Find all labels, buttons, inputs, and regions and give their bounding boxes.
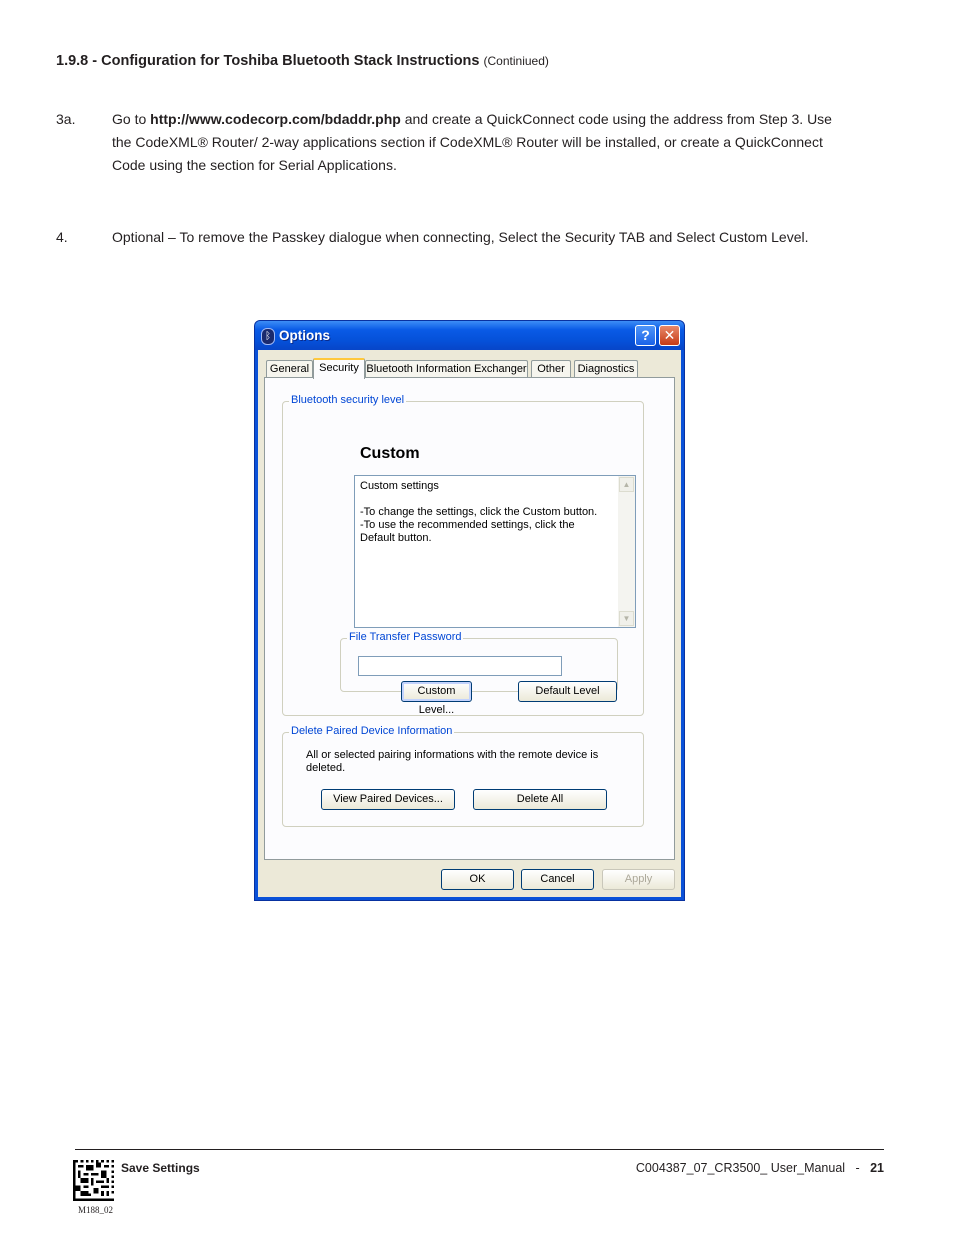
scroll-down-icon[interactable]: ▼ <box>619 611 634 626</box>
description-scrollbar[interactable] <box>618 476 635 627</box>
delete-all-button[interactable]: Delete All <box>473 789 607 810</box>
dialog-titlebar[interactable] <box>255 321 684 350</box>
default-level-button[interactable]: Default Level <box>518 681 617 702</box>
paired-device-legend: Delete Paired Device Information <box>291 725 453 737</box>
dialog-client-area <box>258 350 681 897</box>
paired-device-text: All or selected pairing informations with the remote device is deleted. <box>306 749 599 774</box>
step-text <box>112 108 832 177</box>
step-url-link[interactable]: http://www.codecorp.com/bdaddr.php <box>150 111 401 127</box>
cancel-button[interactable]: Cancel <box>521 869 594 890</box>
footer-label: Save Settings <box>121 1161 200 1175</box>
ok-button[interactable]: OK <box>441 869 514 890</box>
step-text: Optional – To remove the Passkey dialogue when connecting, Select the Security TAB and Select Custom Level. <box>112 229 809 245</box>
custom-level-button[interactable]: Custom Level... <box>401 681 472 702</box>
step-number: 3a. <box>56 111 76 127</box>
footer-separator: - <box>855 1161 860 1175</box>
section-heading-suffix: (Continiued) <box>483 54 549 68</box>
security-level-group <box>282 394 644 716</box>
tab-bluetooth-information-exchanger[interactable]: Bluetooth Information Exchanger <box>365 360 528 378</box>
tab-general[interactable]: General <box>266 360 313 378</box>
scroll-up-icon[interactable]: ▲ <box>619 477 634 492</box>
bluetooth-icon: ᛒ <box>261 328 275 345</box>
footer-document-info <box>636 1161 884 1175</box>
step-lead: Go to <box>112 111 151 127</box>
security-level-legend: Bluetooth security level <box>291 394 405 406</box>
section-heading <box>56 53 549 69</box>
step-number: 4. <box>56 229 68 245</box>
close-button[interactable] <box>659 325 680 346</box>
help-icon: ? <box>641 327 650 343</box>
security-tab-panel <box>264 377 675 860</box>
security-description-box <box>354 475 636 628</box>
section-heading-text: 1.9.8 - Configuration for Toshiba Bluetooth Stack Instructions <box>56 53 480 69</box>
security-level-name: Custom <box>360 445 420 462</box>
dialog-title: Options <box>279 328 330 343</box>
footer-rule <box>75 1149 884 1150</box>
security-description-text: Custom settings -To change the settings, click the Custom button. -To use the recommended settings, click the Default button. <box>360 480 598 544</box>
footer-document-id: C004387_07_CR3500_ User_Manual <box>635 1161 846 1175</box>
step-rest: and create a QuickConnect code using the address from Step 3. Use the CodeXML® Router/ 2-way applications section if CodeXML® Router will be installed, or create a QuickConnect Code using the section for Serial Applications. <box>112 111 832 173</box>
close-icon: ✕ <box>663 327 676 343</box>
barcode-caption: M188_02 <box>78 1205 114 1215</box>
paired-device-group <box>282 725 644 827</box>
file-transfer-password-legend: File Transfer Password <box>349 631 462 643</box>
view-paired-devices-button[interactable]: View Paired Devices... <box>321 789 455 810</box>
tab-security[interactable]: Security <box>313 358 365 379</box>
apply-button[interactable]: Apply <box>602 869 675 890</box>
page-number: 21 <box>870 1161 884 1175</box>
file-transfer-password-input[interactable] <box>358 656 562 676</box>
options-dialog <box>254 320 685 901</box>
tab-diagnostics[interactable]: Diagnostics <box>574 360 638 378</box>
tab-other[interactable]: Other <box>531 360 571 378</box>
save-settings-barcode <box>73 1160 114 1201</box>
help-button[interactable] <box>635 325 656 346</box>
